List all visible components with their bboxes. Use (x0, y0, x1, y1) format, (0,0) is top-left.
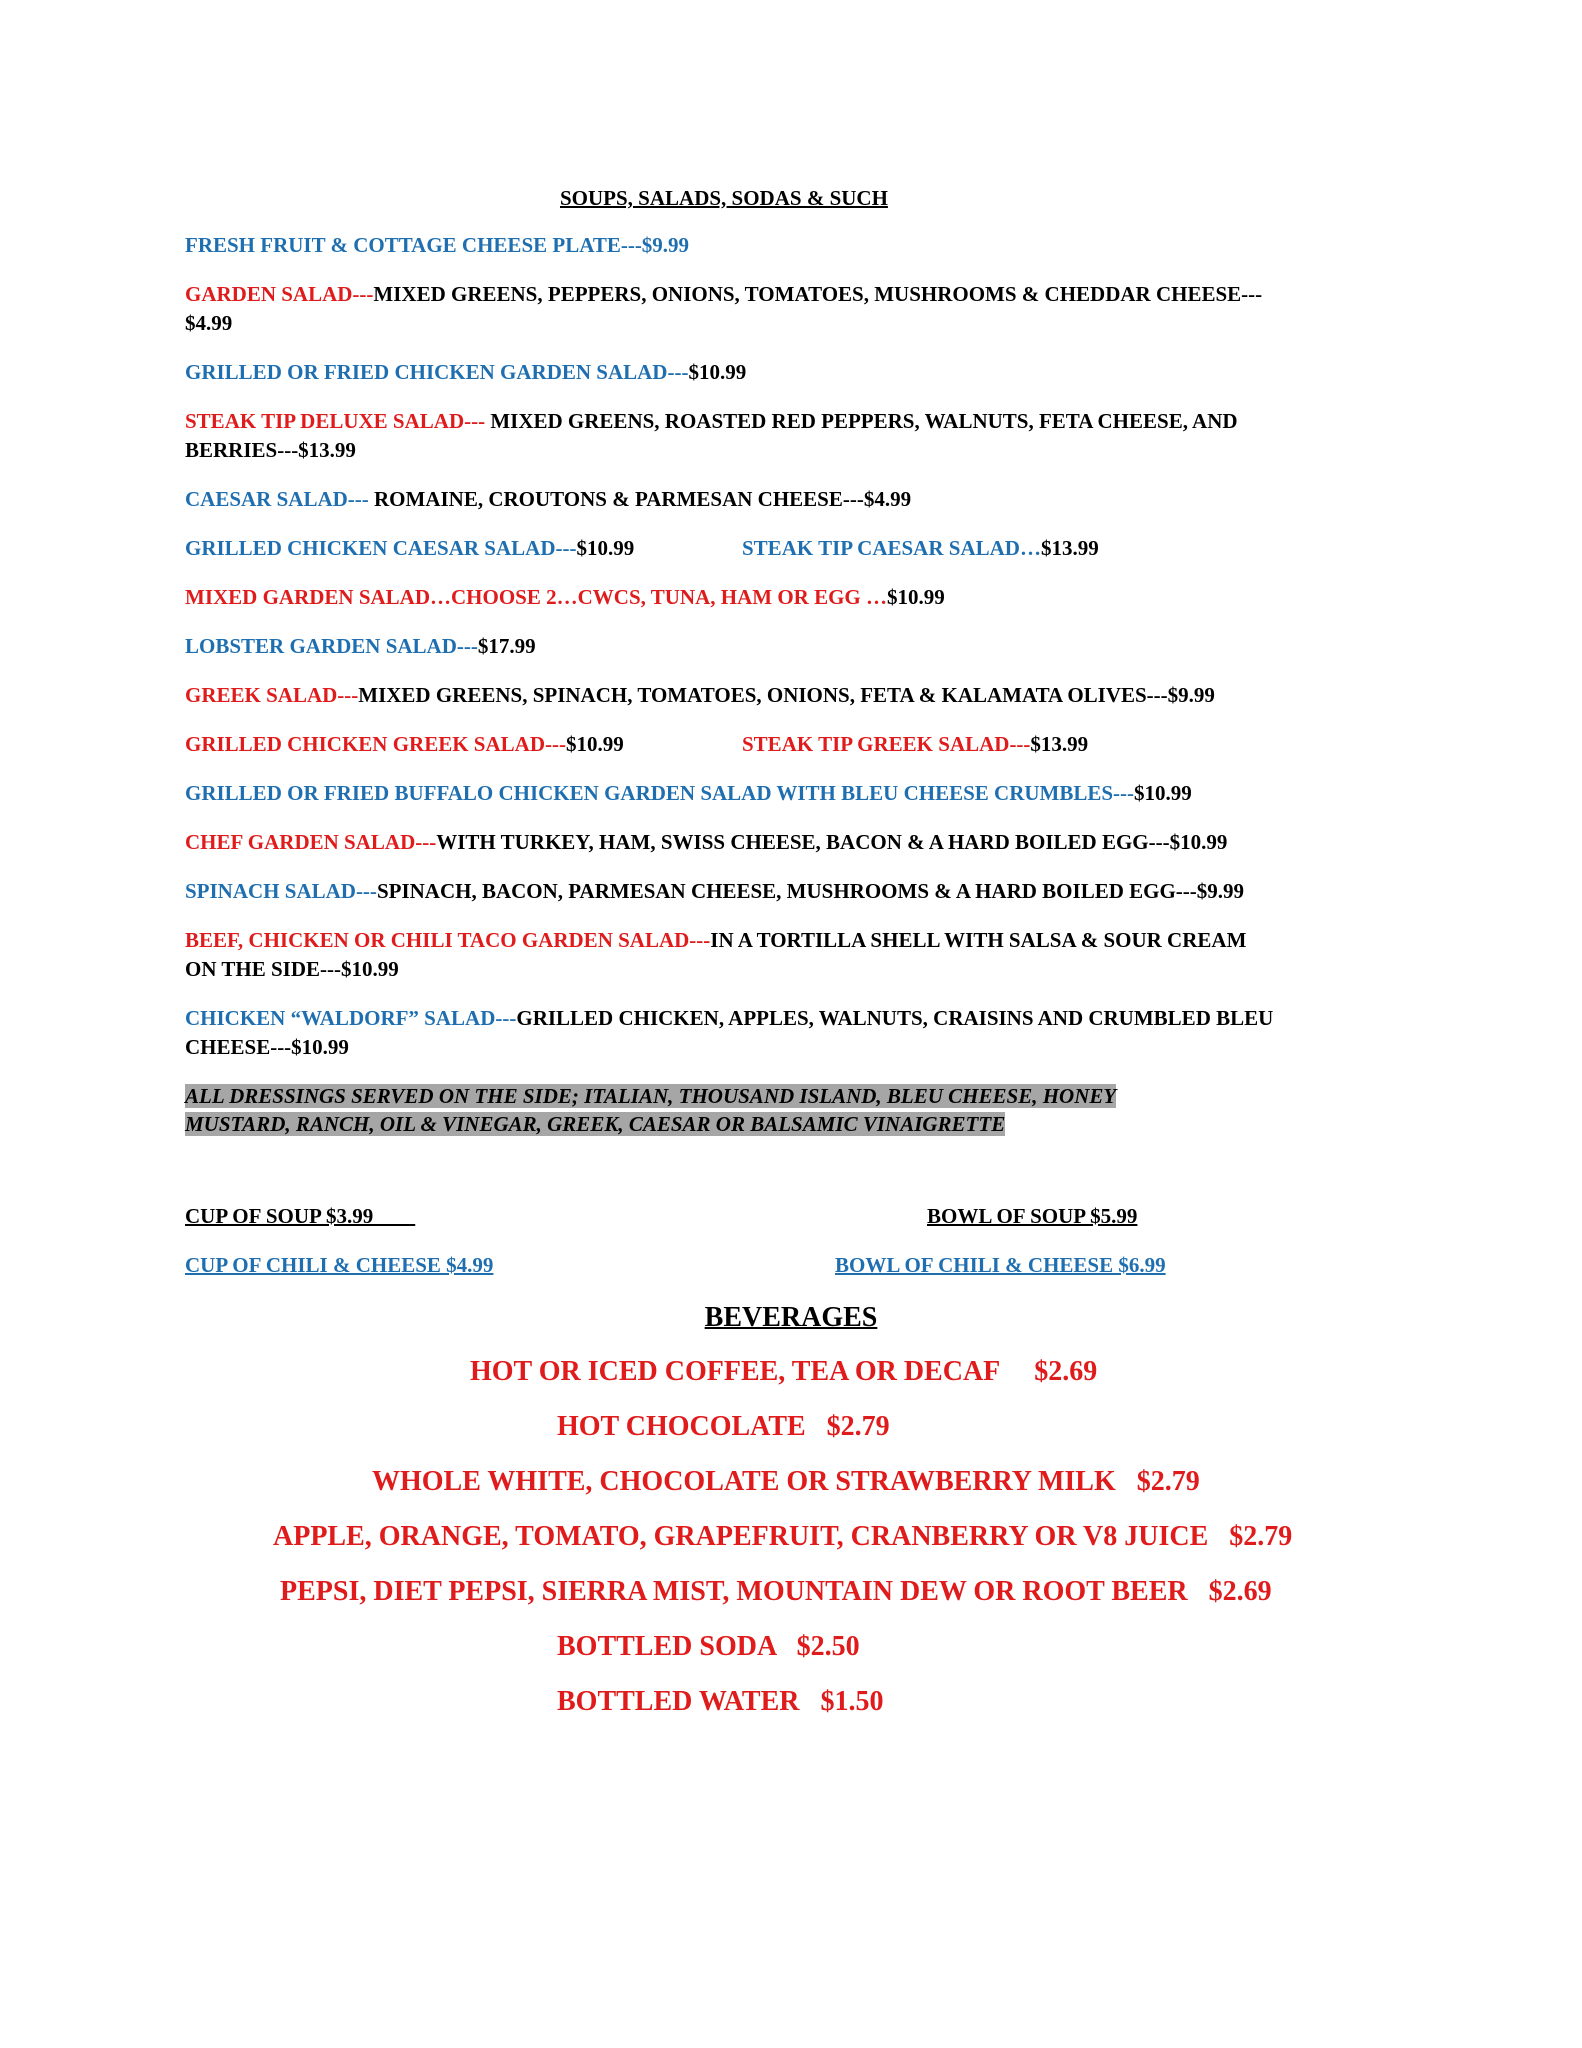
cup-of-chili: CUP OF CHILI & CHEESE $4.99 (185, 1253, 494, 1277)
menu-item-taco-salad: BEEF, CHICKEN OR CHILI TACO GARDEN SALAD---IN A TORTILLA SHELL WITH SALSA & SOUR CREAM ON THE SIDE---$10.99 (185, 928, 1247, 981)
bowl-of-soup: BOWL OF SOUP $5.99 (927, 1204, 1138, 1228)
menu-item-chef-salad: CHEF GARDEN SALAD---WITH TURKEY, HAM, SWISS CHEESE, BACON & A HARD BOILED EGG---$10.99 (185, 830, 1228, 854)
beverages-title: BEVERAGES (704, 1302, 878, 1333)
menu-item-buffalo-salad: GRILLED OR FRIED BUFFALO CHICKEN GARDEN SALAD WITH BLEU CHEESE CRUMBLES---$10.99 (185, 781, 1192, 805)
menu-item-waldorf-salad: CHICKEN “WALDORF” SALAD---GRILLED CHICKEN, APPLES, WALNUTS, CRAISINS AND CRUMBLED BLEU CHEESE---$10.99 (185, 1006, 1274, 1059)
chili-row (185, 1253, 1415, 1282)
menu-item-chicken-greek: GRILLED CHICKEN GREEK SALAD---$10.99 (185, 732, 624, 756)
beverage-item: BOTTLED SODA $2.50 (557, 1631, 860, 1662)
menu-item-steak-deluxe-salad: STEAK TIP DELUXE SALAD--- MIXED GREENS, ROASTED RED PEPPERS, WALNUTS, FETA CHEESE, AND BERRIES---$13.99 (185, 409, 1238, 462)
menu-item-greek-salad: GREEK SALAD---MIXED GREENS, SPINACH, TOMATOES, ONIONS, FETA & KALAMATA OLIVES---$9.99 (185, 683, 1215, 707)
dressings-note: ALL DRESSINGS SERVED ON THE SIDE; ITALIAN, THOUSAND ISLAND, BLEU CHEESE, HONEY MUSTARD, RANCH, OIL & VINEGAR, GREEK, CAESAR OR BALSAMIC VINAIGRETTE (185, 1084, 1117, 1136)
menu-item-steak-caesar: STEAK TIP CAESAR SALAD…$13.99 (742, 536, 1099, 560)
beverage-item: BOTTLED WATER $1.50 (557, 1686, 884, 1717)
beverage-item: WHOLE WHITE, CHOCOLATE OR STRAWBERRY MILK $2.79 (372, 1466, 1200, 1497)
menu-item-lobster-salad: LOBSTER GARDEN SALAD---$17.99 (185, 634, 536, 658)
beverage-item: HOT CHOCOLATE $2.79 (557, 1411, 890, 1442)
salad-list (185, 231, 1415, 1138)
cup-of-soup: CUP OF SOUP $3.99 (185, 1204, 416, 1228)
menu-item-garden-salad: GARDEN SALAD---MIXED GREENS, PEPPERS, ONIONS, TOMATOES, MUSHROOMS & CHEDDAR CHEESE--- $4.99 (185, 282, 1263, 335)
menu-item-caesar-variants (185, 534, 1415, 563)
menu-item-caesar-salad: CAESAR SALAD--- ROMAINE, CROUTONS & PARMESAN CHEESE---$4.99 (185, 487, 912, 511)
menu-item-mixed-garden-salad: MIXED GARDEN SALAD…CHOOSE 2…CWCS, TUNA, HAM OR EGG …$10.99 (185, 585, 945, 609)
menu-item-spinach-salad: SPINACH SALAD---SPINACH, BACON, PARMESAN CHEESE, MUSHROOMS & A HARD BOILED EGG---$9.99 (185, 879, 1245, 903)
beverage-item: HOT OR ICED COFFEE, TEA OR DECAF $2.69 (470, 1356, 1098, 1387)
page-title: SOUPS, SALADS, SODAS & SUCH (560, 186, 888, 210)
menu-item-greek-variants (185, 730, 1415, 759)
menu-item-chicken-garden-salad: GRILLED OR FRIED CHICKEN GARDEN SALAD---$10.99 (185, 360, 747, 384)
menu-item-fruit-plate: FRESH FRUIT & COTTAGE CHEESE PLATE---$9.99 (185, 233, 690, 257)
menu-item-chicken-caesar: GRILLED CHICKEN CAESAR SALAD---$10.99 (185, 536, 635, 560)
soup-row (185, 1204, 1415, 1233)
beverage-item: PEPSI, DIET PEPSI, SIERRA MIST, MOUNTAIN DEW OR ROOT BEER $2.69 (280, 1576, 1272, 1607)
menu-item-steak-greek: STEAK TIP GREEK SALAD---$13.99 (742, 732, 1089, 756)
bowl-of-chili: BOWL OF CHILI & CHEESE $6.99 (835, 1253, 1166, 1277)
beverage-item: APPLE, ORANGE, TOMATO, GRAPEFRUIT, CRANBERRY OR V8 JUICE $2.79 (273, 1521, 1293, 1552)
